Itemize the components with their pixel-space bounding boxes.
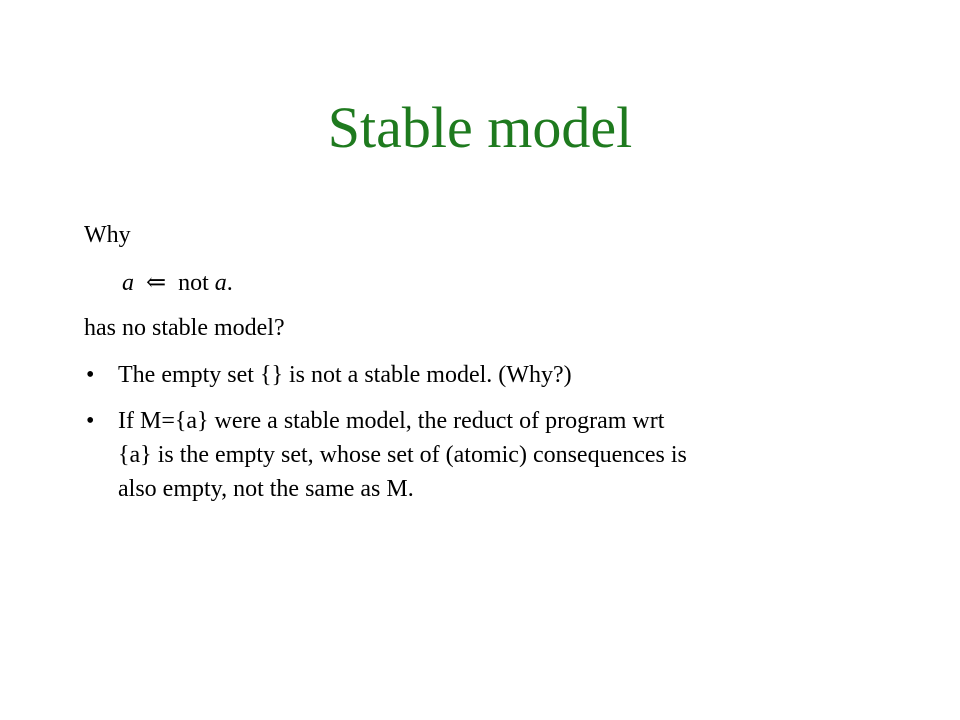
intro-line: Why (84, 222, 131, 248)
rule-line (122, 266, 233, 300)
bullet-2-line-3: also empty, not the same as M. (118, 476, 414, 502)
rule-body-atom: a (214, 270, 227, 296)
question-line: has no stable model? (84, 315, 285, 341)
bullet-2-line-2: {a} is the empty set, whose set of (atomic) consequences is (118, 442, 687, 468)
bullet-item-reduct (118, 404, 878, 506)
left-arrow-icon: ⇐ (146, 270, 167, 296)
bullet-1-text: The empty set {} is not a stable model. (Why?) (118, 362, 572, 388)
bullet-marker: • (86, 362, 95, 388)
rule-period: . (226, 270, 233, 296)
rule-not-keyword: not (178, 270, 209, 296)
bullet-marker: • (86, 408, 95, 434)
bullet-2-line-1: If M={a} were a stable model, the reduct of program wrt (118, 408, 665, 434)
rule-head-atom: a (122, 270, 134, 296)
bullet-item-empty-set (118, 358, 878, 392)
slide-title: Stable model (327, 95, 633, 160)
